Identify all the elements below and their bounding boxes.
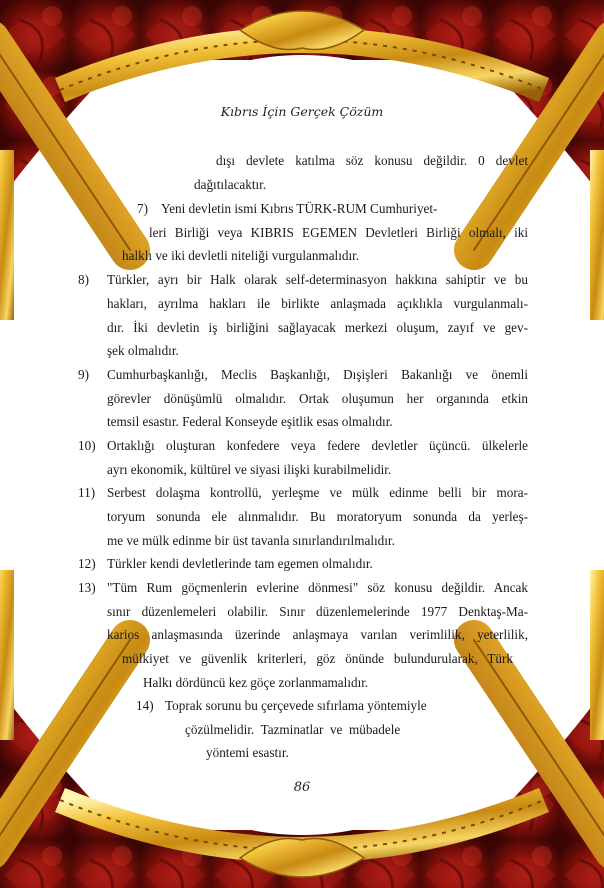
body-line: Ortaklığı oluşturan konfedere veya federe devletler üçüncü. ülkelerle [107,438,528,453]
body-line: temsil esastır. Federal Konseyde eşitlik esas olmalıdır. [107,414,393,429]
body-line: dağıtılacaktır. [194,177,267,192]
body-line: dışı devlete katılma söz konusu değildir. 0 devlet [216,153,528,168]
body-line: karios anlaşmasında üzerinde anlaşmaya varılan verimlilik, yeterlilik, [107,627,528,642]
body-line: ayrı ekonomik, kültürel ve siyasi ilişki kurabilmelidir. [107,462,392,477]
body-line: "Tüm Rum göçmenlerin evlerine dönmesi" söz konusu değildir. Ancak [107,580,528,595]
body-line: Yeni devletin ismi Kıbrıs TÜRK-RUM Cumhuriyet- [161,201,438,216]
body-line: dır. İki devletin iş birliğini sağlayacak merkezi oluşum, zayıf ve gev- [107,320,528,335]
body-line: hakları, ayrılma hakları ile birlikte anlaşmada açıklıkla vurgulanmalı- [107,296,528,311]
item-number: 9) [78,367,89,382]
body-line: me ve mülk edinme bir üst tavanla sınırlandırılmalıdır. [107,533,395,548]
body-line: görevler dönüşümlü olmalıdır. Ortak oluşumun her organında etkin [107,391,528,406]
item-number: 12) [78,556,96,571]
item-number: 8) [78,272,89,287]
page-number: 86 [293,780,311,795]
body-line: Türkler, ayrı bir Halk olarak self-determinasyon hakkına sahiptir ve bu [107,272,528,287]
body-line: çözülmelidir. Tazminatlar ve mübadele [185,722,401,737]
item-number: 7) [137,201,148,216]
running-title: Kıbrıs İçin Gerçek Çözüm [220,104,384,119]
body-line: halklı ve iki devletli niteliği vurgulanmalıdır. [122,248,360,263]
body-line: yöntemi esastır. [206,745,289,760]
body-line: sınır düzenlemeleri olabilir. Sınır düzenlemelerinde 1977 Denktaş-Ma- [107,604,528,619]
body-line: Halkı dördüncü kez göçe zorlanmamalıdır. [143,675,369,690]
item-number: 13) [78,580,96,595]
body-line: Türkler kendi devletlerinde tam egemen olmalıdır. [107,556,373,571]
body-line: Cumhurbaşkanlığı, Meclis Başkanlığı, Dışişleri Bakanlığı ve önemli [107,367,528,382]
body-line: Toprak sorunu bu çerçevede sıfırlama yöntemiyle [165,698,427,713]
body-line: Serbest dolaşma kontrollü, yerleşme ve mülk edinme belli bir mora- [107,485,528,500]
item-number: 11) [78,485,96,500]
body-line: toryum sonunda ele alınmalıdır. Bu moratoryum sonunda da yerleş- [107,509,528,524]
body-line: mülkiyet ve güvenlik kriterleri, göz önünde bulundurularak, Türk [122,651,513,666]
body-line: şek olmalıdır. [107,343,179,358]
body-line: leri Birliği veya KIBRIS EGEMEN Devletleri Birliği olmalı, iki [149,225,528,240]
item-number: 10) [78,438,96,453]
item-number: 14) [136,698,154,713]
